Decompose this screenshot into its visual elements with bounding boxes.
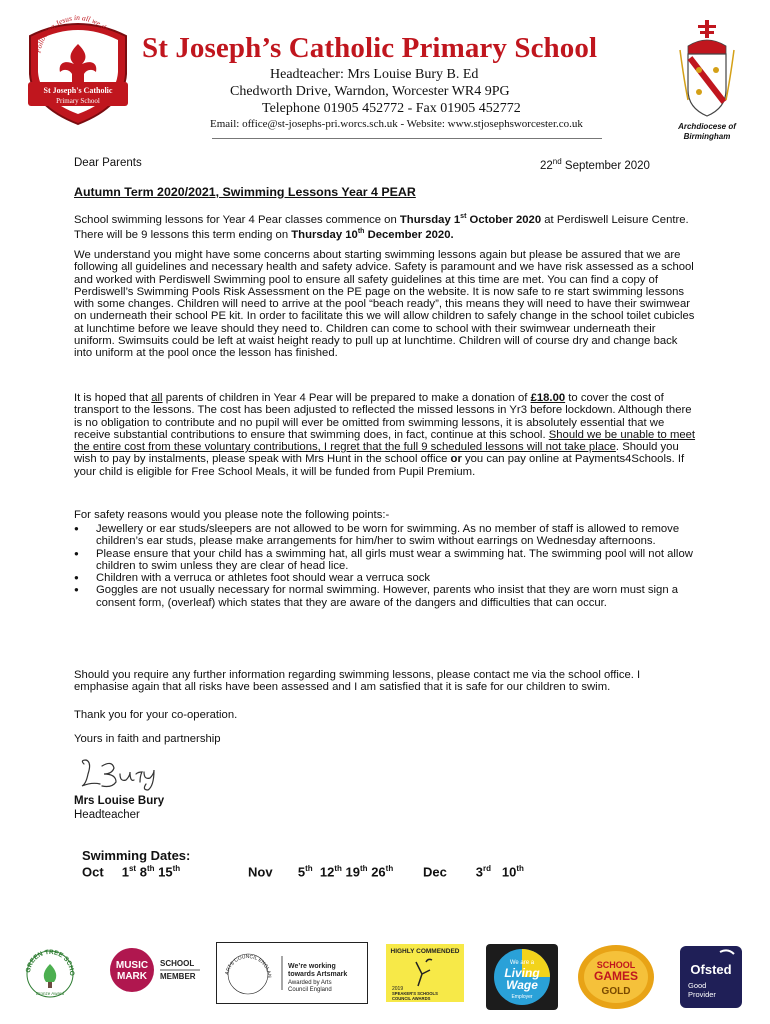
swimming-dates-december: Dec 3rd 10th [423,864,524,880]
paragraph-further-information: Should you require any further information regarding swimming lessons, please contact me via the school office. I emphasise again that all risks have been assessed and I am satisfied that it is safe for our children to swim. [74,669,641,694]
school-crest-logo [24,14,132,126]
letter-date: 22nd September 2020 [540,157,650,172]
svg-text:GREEN TREE SCHOOL: GREEN TREE SCHO [24,948,76,976]
school-name: St Joseph’s Catholic Primary School [142,32,598,64]
address-line: Chedworth Drive, Warndon, Worcester WR4 9PG [230,84,510,99]
signoff-name: Mrs Louise Bury [74,795,165,807]
svg-text:We are a: We are a [509,960,535,966]
crest-banner-line2: Primary School [56,97,100,105]
svg-text:Council England: Council England [288,987,332,993]
svg-text:Employer: Employer [511,994,533,1000]
svg-text:COUNCIL AWARDS: COUNCIL AWARDS [392,996,431,1001]
svg-text:Ofsted: Ofsted [690,962,732,977]
paragraph-thanks: Thank you for your co-operation. [74,709,238,721]
svg-text:Living: Living [504,966,540,980]
safety-points-list [74,523,696,609]
paragraph-donation: It is hoped that all parents of children in Year 4 Pear will be prepared to make a donation of £18.00 to cover the cost of transport to the lessons. The cost has been adjusted to reflected the missed lessons in Yr3 before lockdown. Although there is no obligation to contribute and no pupil will ever be omitted from swimming lessons, it is absolutely essential that we receive substantial contributions to ensure that swimming does, in fact, continue at this school. Should we be unable to meet the entire cost from these voluntary contributions, I regret that the full 9 scheduled lessons will not take place. Should you wish to pay by instalments, please speak with Mrs Hunt in the school office or you can pay online at Payments4Schools. If your child is eligible for Free School Meals, it will be funded from Pupil Premium. [74,392,696,478]
svg-text:towards Artsmark: towards Artsmark [288,971,348,978]
salutation: Dear Parents [74,157,142,169]
paragraph-safety-points-intro: For safety reasons would you please note the following points:- [74,509,390,521]
svg-text:GOLD: GOLD [601,986,631,997]
signoff-role: Headteacher [74,809,140,821]
paragraph-commencement: School swimming lessons for Year 4 Pear classes commence on Thursday 1st October 2020 at Perdiswell Leisure Centre. There will be 9 lessons this term ending on Thursday 10th December 2020. [74,213,689,241]
svg-text:ARTS COUNCIL ENGLAND: ARTS COUNCIL ENGLAN [224,953,273,979]
email-website-line: Email: office@st-josephs-pri.worcs.sch.uk - Website: www.stjosephsworcester.co.uk [210,118,583,130]
svg-text:MEMBER: MEMBER [160,972,196,981]
svg-text:Wage: Wage [506,978,538,992]
svg-text:SPEAKER'S SCHOOLS: SPEAKER'S SCHOOLS [392,991,438,996]
ofsted-good-provider-logo [680,946,742,1008]
telephone-line: Telephone 01905 452772 - Fax 01905 452772 [262,101,521,116]
svg-text:SCHOOL: SCHOOL [596,960,636,970]
school-games-gold-logo [576,944,656,1010]
svg-text:MARK: MARK [117,971,147,982]
header-rule [212,138,602,139]
artsmark-logo [216,942,368,1004]
list-item: ● Children with a verruca or athletes foot should wear a verruca sock [74,572,696,584]
swimming-dates-october: Oct 1st 8th 15th [82,864,181,880]
green-tree-school-logo [24,946,76,998]
svg-text:SCHOOL: SCHOOL [160,959,195,968]
swimming-dates-november: Nov 5th 12th 19th 26th [248,864,394,880]
paragraph-closing: Yours in faith and partnership [74,733,221,745]
svg-text:GAMES: GAMES [593,969,639,983]
swimming-dates-title: Swimming Dates: [82,848,191,863]
list-item: ● Goggles are not usually necessary for normal swimming. However, parents who insist that they are worn must sign a consent form, (overleaf) which states that they are aware of the dangers and difficulties that can occur. [74,584,696,609]
svg-text:Awarded by Arts: Awarded by Arts [288,980,332,986]
list-item: ● Please ensure that your child has a swimming hat, all girls must wear a swimming hat. The swimming pool will not allow children to swim unless they are clear of head lice. [74,548,696,573]
list-item: ● Jewellery or ear studs/sleepers are not allowed to be worn for swimming. As no member of staff is allowed to remove children’s ear studs, please make arrangements for him/her to swim without earrings on Wednesday afternoons. [74,523,696,548]
speakers-schools-council-award-logo [386,944,464,1002]
svg-text:Bronze Award: Bronze Award [36,991,64,996]
svg-text:2019: 2019 [392,986,404,992]
svg-text:MUSIC: MUSIC [115,960,149,971]
archdiocese-crest-icon [676,20,738,120]
music-mark-logo [108,946,204,996]
crest-motto: Following Jesus in all we do [33,14,111,54]
svg-text:Good: Good [688,981,707,990]
svg-text:Provider: Provider [688,990,716,999]
svg-text:We’re working: We’re working [288,963,336,970]
crest-banner-line1: St Joseph's Catholic [43,86,113,95]
svg-text:HIGHLY COMMENDED: HIGHLY COMMENDED [390,948,460,955]
handwritten-signature [78,756,168,797]
headteacher-line: Headteacher: Mrs Louise Bury B. Ed [270,67,479,82]
letter-subject: Autumn Term 2020/2021, Swimming Lessons Year 4 PEAR [74,185,416,199]
living-wage-employer-logo [486,944,558,1010]
archdiocese-caption: Archdiocese of Birmingham [678,122,736,141]
paragraph-safety-arrangements: We understand you might have some concerns about starting swimming lessons again but please be assured that we are following all guidelines and necessary health and safety advice. Safety is paramount and we have risk assessed as a school and worked with Perdiswell Swimming pool to ensure all safety guidelines at this time are met. You can find a copy of Perdiswell’s Swimming Pools Risk Assessment on the PE page on the website. It is now safe to re start swimming lessons with some changes. Children will need to arrive at the pool “beach ready”, this means they will need to have their swimwear on underneath their school PE kit. In order to facilitate this we will allow children to safely change in the school toilet cubicles at lunchtime before we leave should they need to. Children can come to school with their swimwear underneath their uniform. Swimsuits could be left at waist height ready to pull up at lunchtime. Children will of course dry and change back into uniform at the pool once the lesson has finished. [74,249,695,360]
